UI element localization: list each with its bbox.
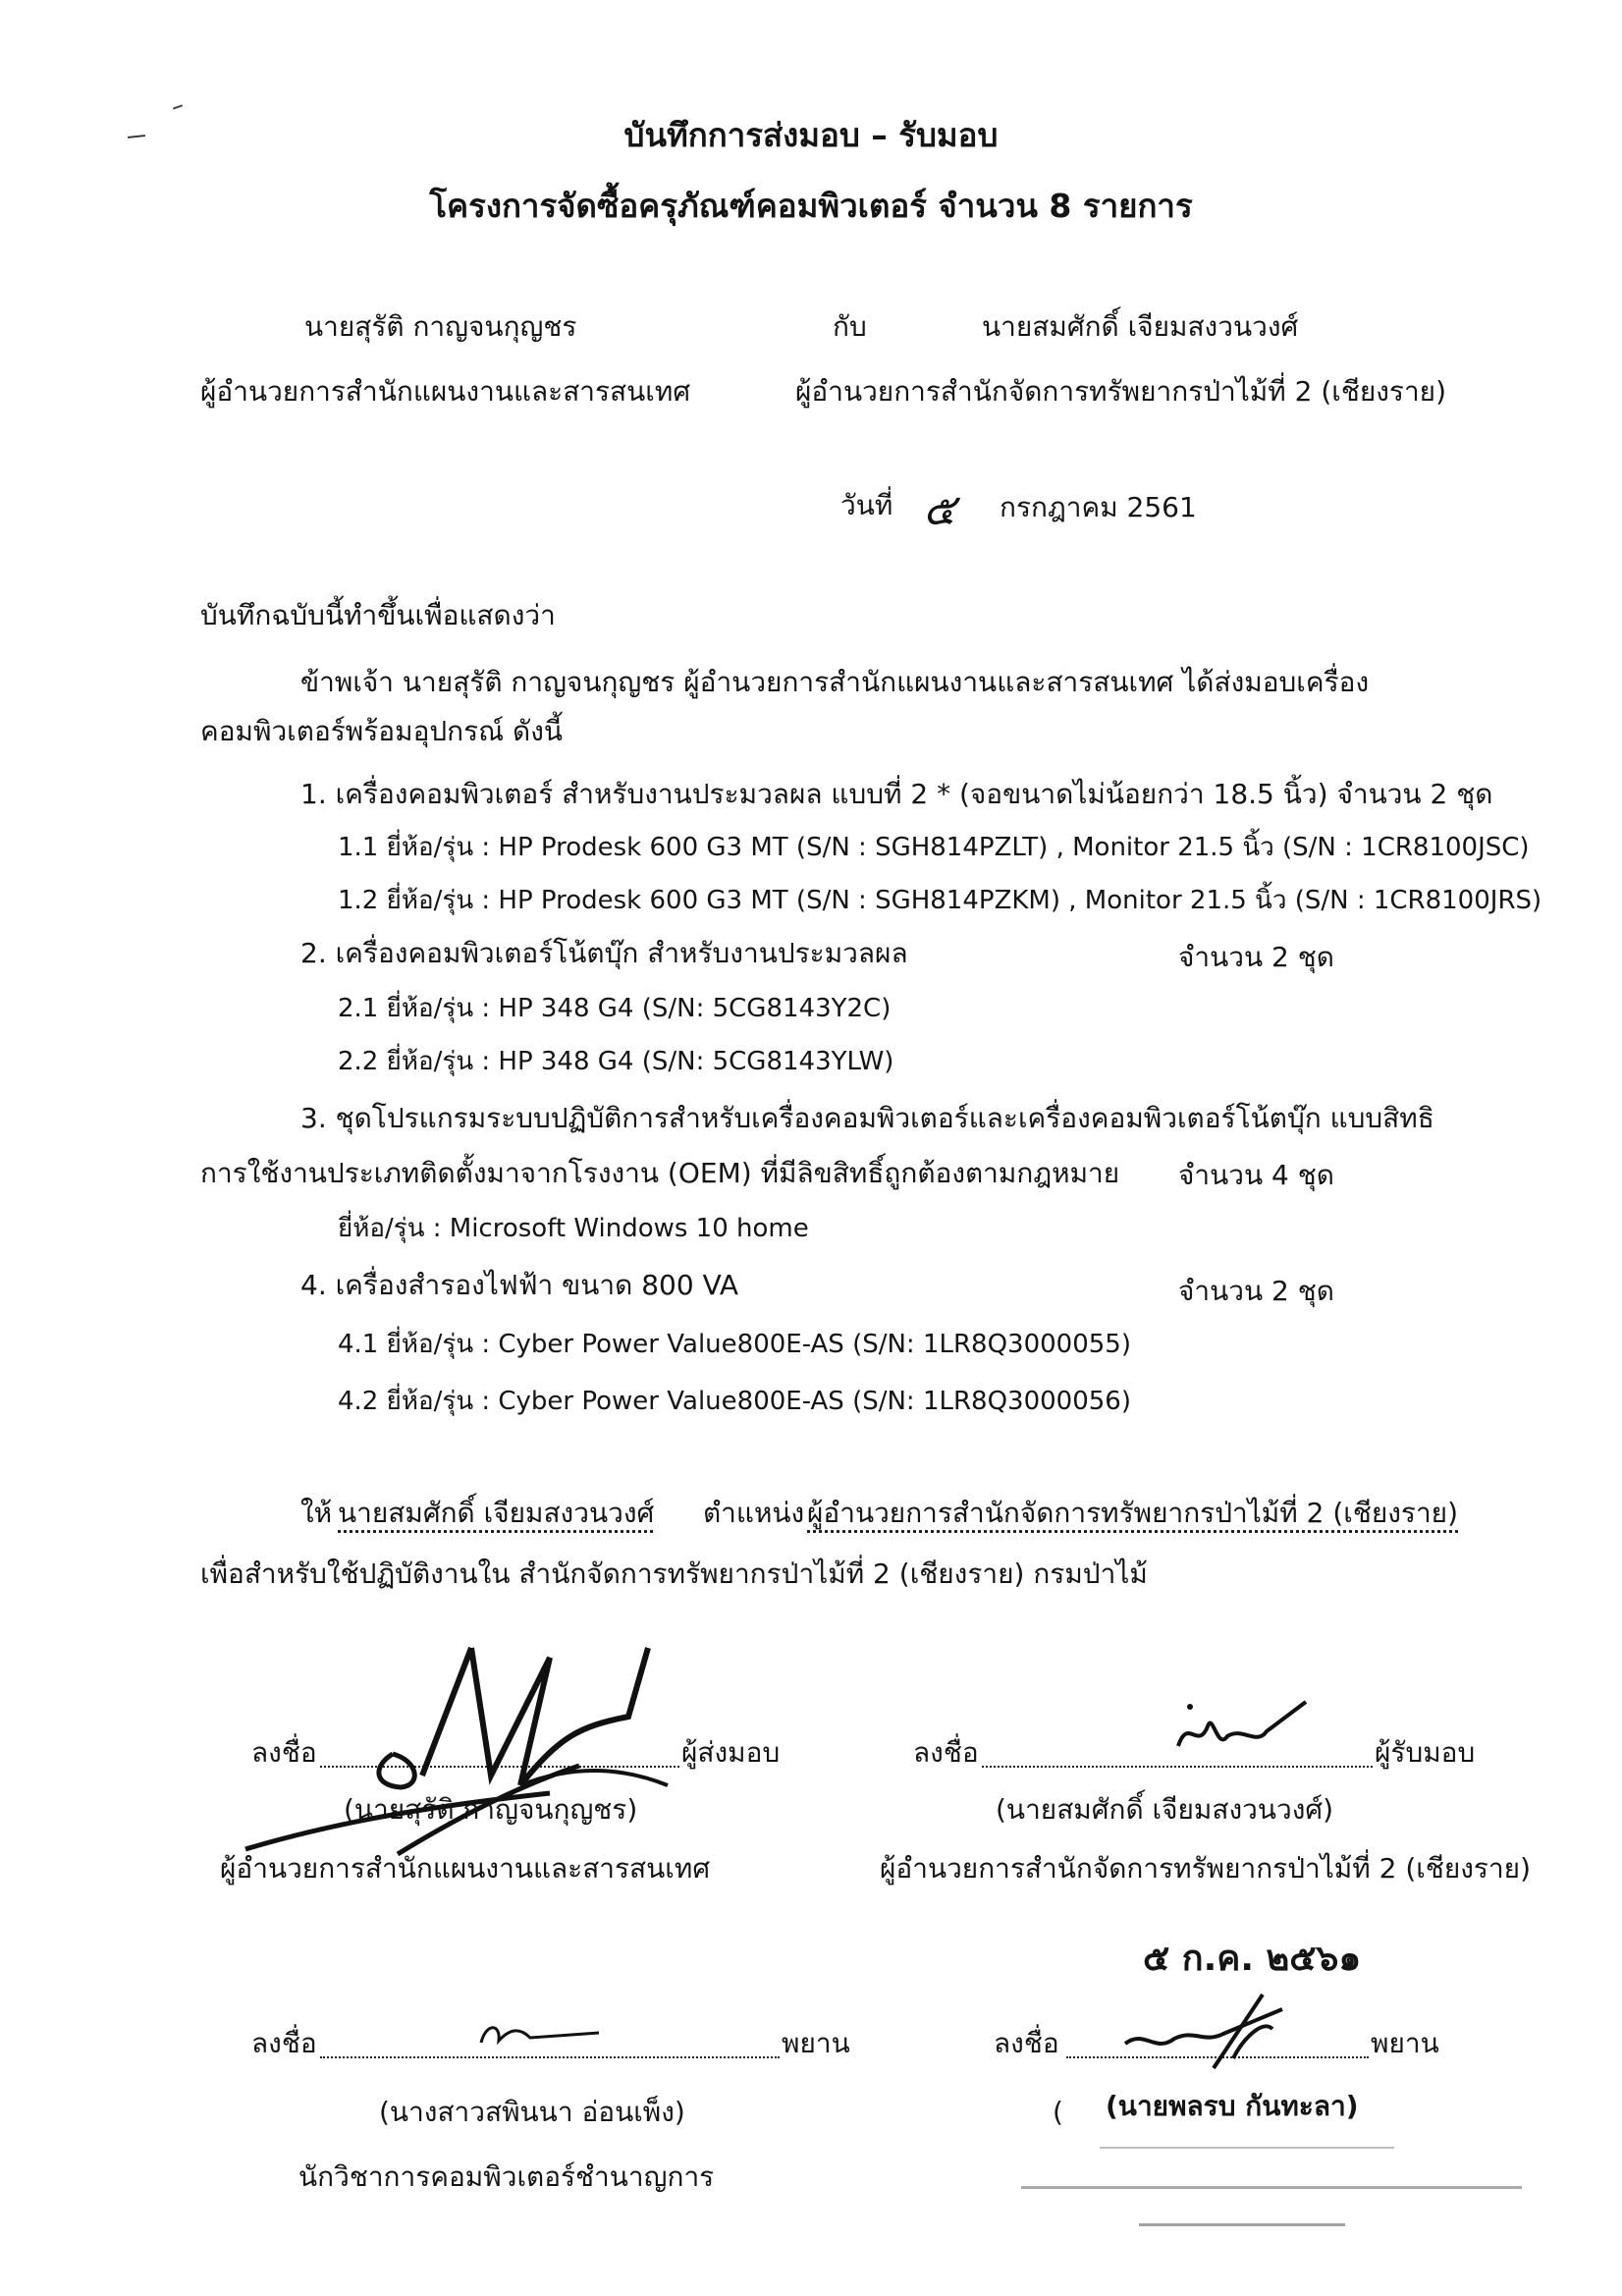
- item-1-2: 1.2 ยี่ห้อ/รุ่น : HP Prodesk 600 G3 MT (S/N : SGH814PZKM) , Monitor 21.5 นิ้ว (S/N : 1CR8100JRS): [338, 886, 1542, 915]
- giver-sign-label: ลงชื่อ: [251, 1736, 317, 1769]
- item-4: 4. เครื่องสำรองไฟฟ้า ขนาด 800 VA: [300, 1269, 739, 1301]
- receiver-position: ผู้อำนวยการสำนักจัดการทรัพยากรป่าไม้ที่ 2 (เชียงราย): [795, 375, 1446, 408]
- paragraph-line: ข้าพเจ้า นายสุรัติ กาญจนกุญชร ผู้อำนวยการสำนักแผนงานและสารสนเทศ ได้ส่งมอบเครื่อง: [300, 666, 1370, 698]
- item-3-quantity: จำนวน 4 ชุด: [1178, 1159, 1334, 1191]
- assignee-name: นายสมศักดิ์ เจียมสงวนวงศ์: [338, 1497, 655, 1529]
- paragraph-line: คอมพิวเตอร์พร้อมอุปกรณ์ ดังนี้: [200, 715, 564, 747]
- connector-with: กับ: [833, 310, 867, 343]
- item-3-1: ยี่ห้อ/รุ่น : Microsoft Windows 10 home: [338, 1214, 809, 1243]
- giver-signature: [226, 1618, 677, 1864]
- giver-sign-name: (นายสุรัติ กาญจนกุญชร): [344, 1793, 638, 1826]
- giver-name: นายสุรัติ กาญจนกุญชร: [304, 310, 577, 343]
- witness2-sign-name: (นายพลรบ กันทะลา): [1106, 2090, 1359, 2122]
- giver-role: ผู้ส่งมอบ: [681, 1736, 781, 1769]
- date-label: วันที่: [840, 489, 893, 521]
- receiver-signature: [1168, 1697, 1316, 1766]
- item-2-2: 2.2 ยี่ห้อ/รุ่น : HP 348 G4 (S/N: 5CG8143YLW): [338, 1047, 894, 1076]
- item-3-line2: การใช้งานประเภทติดตั้งมาจากโรงงาน (OEM) ที่มีลิขสิทธิ์ถูกต้องตามกฎหมาย: [200, 1157, 1120, 1189]
- intro-text: บันทึกฉบับนี้ทำขึ้นเพื่อแสดงว่า: [200, 599, 556, 631]
- item-1-1: 1.1 ยี่ห้อ/รุ่น : HP Prodesk 600 G3 MT (S/N : SGH814PZLT) , Monitor 21.5 นิ้ว (S/N : 1CR8100JSC): [338, 833, 1530, 862]
- witness2-open-paren: (: [1053, 2096, 1063, 2128]
- witness2-signature: [1115, 1990, 1292, 2078]
- assignment-give-to: ให้: [300, 1497, 333, 1529]
- assignment-purpose: เพื่อสำหรับใช้ปฏิบัติงานใน สำนักจัดการทรัพยากรป่าไม้ที่ 2 (เชียงราย) กรมป่าไม้: [200, 1558, 1148, 1590]
- receiver-sign-line: [982, 1766, 1373, 1768]
- item-4-quantity: จำนวน 2 ชุด: [1178, 1275, 1334, 1307]
- stamp-overlay: [1139, 2223, 1345, 2240]
- witness2-role: พยาน: [1371, 2027, 1439, 2059]
- witness1-signature: [471, 2013, 609, 2052]
- item-2-quantity: จำนวน 2 ชุด: [1178, 941, 1334, 973]
- receiver-name: นายสมศักดิ์ เจียมสงวนวงศ์: [982, 310, 1299, 343]
- assignee-position: ผู้อำนวยการสำนักจัดการทรัพยากรป่าไม้ที่ 2 (เชียงราย): [807, 1497, 1458, 1529]
- assignment-position-label: ตำแหน่ง: [703, 1497, 805, 1529]
- document-subtitle: โครงการจัดซื้อครุภัณฑ์คอมพิวเตอร์ จำนวน 8 รายการ: [429, 187, 1193, 225]
- stamp-overlay: [1021, 2186, 1522, 2201]
- document-title: บันทึกการส่งมอบ – รับมอบ: [623, 116, 999, 154]
- giver-sign-position: ผู้อำนวยการสำนักแผนงานและสารสนเทศ: [220, 1852, 711, 1885]
- witness1-role: พยาน: [782, 2027, 850, 2059]
- witness1-sign-line: [320, 2056, 780, 2058]
- item-3-line1: 3. ชุดโปรแกรมระบบปฏิบัติการสำหรับเครื่องคอมพิวเตอร์และเครื่องคอมพิวเตอร์โน้ตบุ๊ก แบบสิทธิ: [300, 1102, 1434, 1134]
- item-2: 2. เครื่องคอมพิวเตอร์โน้ตบุ๊ก สำหรับงานประมวลผล: [300, 937, 908, 969]
- item-2-1: 2.1 ยี่ห้อ/รุ่น : HP 348 G4 (S/N: 5CG8143Y2C): [338, 994, 892, 1023]
- item-4-2: 4.2 ยี่ห้อ/รุ่น : Cyber Power Value800E-AS (S/N: 1LR8Q3000056): [338, 1387, 1131, 1416]
- witness1-sign-label: ลงชื่อ: [251, 2027, 317, 2059]
- stamp-date: ๕ ก.ค. ๒๕๖๑: [1143, 1939, 1362, 1979]
- receiver-sign-label: ลงชื่อ: [913, 1736, 979, 1769]
- receiver-sign-position: ผู้อำนวยการสำนักจัดการทรัพยากรป่าไม้ที่ 2 (เชียงราย): [880, 1852, 1531, 1885]
- witness1-sign-position: นักวิชาการคอมพิวเตอร์ชำนาญการ: [298, 2160, 715, 2193]
- giver-position: ผู้อำนวยการสำนักแผนงานและสารสนเทศ: [200, 375, 691, 408]
- date-month-year: กรกฎาคม 2561: [1000, 491, 1197, 523]
- stamp-overlay: [1100, 2147, 1394, 2160]
- receiver-role: ผู้รับมอบ: [1375, 1736, 1476, 1769]
- scan-mark: [173, 104, 183, 109]
- witness1-sign-name: (นางสาวสพินนา อ่อนเพ็ง): [379, 2096, 685, 2128]
- item-4-1: 4.1 ยี่ห้อ/รุ่น : Cyber Power Value800E-AS (S/N: 1LR8Q3000055): [338, 1330, 1131, 1359]
- item-1: 1. เครื่องคอมพิวเตอร์ สำหรับงานประมวลผล แบบที่ 2 * (จอขนาดไม่น้อยกว่า 18.5 นิ้ว) จำนวน 2 ชุด: [300, 778, 1493, 810]
- date-day-handwritten: ๕: [923, 485, 956, 535]
- receiver-sign-name: (นายสมศักดิ์ เจียมสงวนวงศ์): [996, 1793, 1334, 1826]
- witness2-sign-label: ลงชื่อ: [994, 2027, 1059, 2059]
